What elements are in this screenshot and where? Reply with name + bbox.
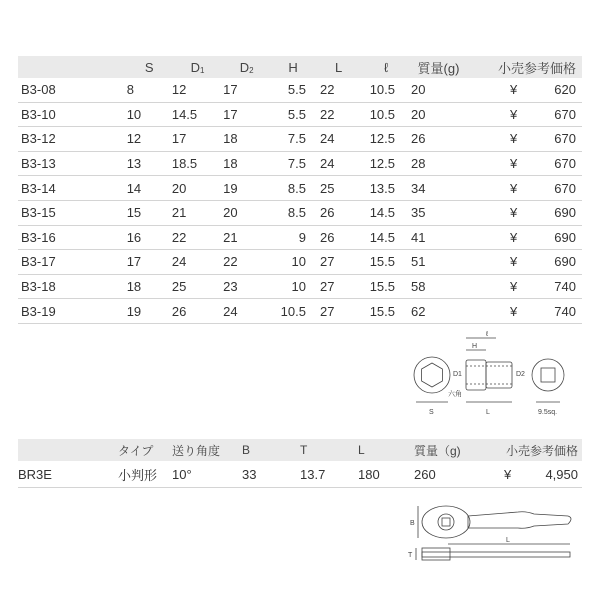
cell-d2: 22 [223,250,270,275]
cell-model: B3-17 [18,250,127,275]
cell-mass: 58 [411,274,466,299]
cell-h: 5.5 [270,78,316,102]
cell-h: 10 [270,250,316,275]
ratchet-side-head [422,548,450,560]
cell-price [466,176,582,201]
cell-price [466,78,582,102]
cell-d1: 20 [172,176,223,201]
cell-l: 27 [316,274,361,299]
cell-ell: 10.5 [361,78,411,102]
ratchet-drive [438,514,454,530]
cell-s: 10 [127,102,172,127]
socket-table-row [18,176,582,201]
cell-price [466,127,582,152]
cell-d2: 19 [223,176,270,201]
cell-l: 26 [316,225,361,250]
cell-model: B3-18 [18,274,127,299]
cell-l: 22 [316,102,361,127]
cell-l: 27 [316,250,361,275]
ratchet-drive-square [442,518,450,526]
cell-d2: 18 [223,151,270,176]
r-type: 小判形 [118,461,172,488]
ratchet-head [422,506,470,538]
cell-d1: 22 [172,225,223,250]
r-price-cell [484,461,582,488]
cell-l: 26 [316,200,361,225]
cell-d2: 17 [223,102,270,127]
price-value: 670 [554,106,576,122]
label-l: L [486,409,490,416]
socket-table-row [18,250,582,275]
cell-mass: 28 [411,151,466,176]
cell-s: 13 [127,151,172,176]
cell-d2: 20 [223,200,270,225]
socket-front-circle [414,357,450,393]
cell-d2: 17 [223,78,270,102]
socket-table-row [18,274,582,299]
r-header-type: タイプ [118,439,172,461]
price-value: 690 [554,229,576,245]
cell-h: 5.5 [270,102,316,127]
socket-side-body-left [466,360,486,390]
header-d2-sub: 2 [249,65,254,75]
socket-table-header [18,56,582,78]
label-sq: 9.5sq. [538,409,558,416]
price-value: 670 [554,131,576,147]
r-t: 13.7 [300,461,358,488]
cell-l: 24 [316,127,361,152]
cell-h: 10.5 [270,299,316,324]
ratchet-row [18,461,582,488]
r-header-mass: 質量（g) [414,439,484,461]
header-s: S [127,56,172,78]
cell-price [466,250,582,275]
socket-table-row [18,102,582,127]
label-h: H [472,343,478,350]
label-ell: ℓ [486,331,489,338]
r-header-price: 小売参考価格 [484,439,582,461]
header-d1-sub: 1 [199,65,205,75]
socket-rear-square [541,368,555,382]
cell-d1: 18.5 [172,151,223,176]
label-s: S [429,409,434,416]
r-header-angle: 送り角度 [172,439,242,461]
cell-model: B3-16 [18,225,127,250]
r-header-model [18,439,118,461]
cell-d1: 17 [172,127,223,152]
cell-ell: 10.5 [361,102,411,127]
cell-s: 17 [127,250,172,275]
cell-price [466,225,582,250]
label-b: B [410,520,415,527]
r-price: 4,950 [545,466,578,482]
socket-spec-table [18,56,582,324]
label-hex: 六角 [448,391,462,398]
r-yen: ¥ [504,466,512,482]
yen-sign: ¥ [510,156,518,172]
cell-price [466,299,582,324]
cell-d1: 14.5 [172,102,223,127]
header-ell: ℓ [361,56,411,78]
cell-model: B3-12 [18,127,127,152]
socket-table-row [18,78,582,102]
socket-table-row [18,225,582,250]
r-angle: 10° [172,461,242,488]
yen-sign: ¥ [510,131,518,147]
cell-s: 12 [127,127,172,152]
yen-sign: ¥ [510,254,518,270]
cell-l: 22 [316,78,361,102]
yen-sign: ¥ [510,82,518,98]
cell-model: B3-14 [18,176,127,201]
cell-d2: 23 [223,274,270,299]
cell-ell: 15.5 [361,250,411,275]
yen-sign: ¥ [510,279,518,295]
cell-mass: 62 [411,299,466,324]
label-t: T [408,552,413,559]
cell-ell: 14.5 [361,200,411,225]
price-value: 670 [554,180,576,196]
header-price: 小売参考価格 [466,56,582,78]
socket-dimension-diagram [408,330,580,420]
r-header-l: L [358,439,414,461]
cell-ell: 12.5 [361,127,411,152]
socket-table-row [18,200,582,225]
cell-s: 19 [127,299,172,324]
cell-ell: 15.5 [361,274,411,299]
cell-h: 7.5 [270,151,316,176]
r-l: 180 [358,461,414,488]
ratchet-side [422,552,570,557]
cell-l: 24 [316,151,361,176]
cell-mass: 41 [411,225,466,250]
socket-table-body [18,78,582,323]
cell-model: B3-08 [18,78,127,102]
cell-h: 7.5 [270,127,316,152]
price-value: 670 [554,156,576,172]
label-l-ratchet: L [506,537,510,544]
cell-h: 10 [270,274,316,299]
cell-ell: 12.5 [361,151,411,176]
cell-mass: 20 [411,78,466,102]
cell-model: B3-13 [18,151,127,176]
cell-mass: 20 [411,102,466,127]
cell-d2: 18 [223,127,270,152]
price-value: 740 [554,303,576,319]
header-d2-label: D [239,59,250,75]
cell-d1: 26 [172,299,223,324]
socket-rear-circle [532,359,564,391]
cell-price [466,151,582,176]
header-d1-label: D [190,59,200,75]
price-value: 690 [554,205,576,221]
cell-d1: 25 [172,274,223,299]
header-h: H [270,56,316,78]
cell-h: 9 [270,225,316,250]
cell-h: 8.5 [270,200,316,225]
cell-d1: 24 [172,250,223,275]
socket-table-row [18,151,582,176]
yen-sign: ¥ [510,180,518,196]
cell-price [466,200,582,225]
price-value: 620 [554,82,576,98]
socket-table-row [18,299,582,324]
header-l: L [316,56,361,78]
label-d1: D1 [453,371,462,378]
cell-mass: 51 [411,250,466,275]
cell-price [466,274,582,299]
cell-s: 8 [127,78,172,102]
cell-s: 14 [127,176,172,201]
socket-front-hex [422,363,443,387]
label-d2: D2 [516,371,525,378]
ratchet-handle [468,512,571,529]
price-value: 740 [554,279,576,295]
yen-sign: ¥ [510,205,518,221]
cell-s: 16 [127,225,172,250]
cell-mass: 35 [411,200,466,225]
cell-model: B3-19 [18,299,127,324]
r-model: BR3E [18,461,118,488]
cell-mass: 34 [411,176,466,201]
header-d1 [172,56,223,78]
cell-mass: 26 [411,127,466,152]
cell-s: 18 [127,274,172,299]
yen-sign: ¥ [510,229,518,245]
cell-ell: 14.5 [361,225,411,250]
r-header-b: B [242,439,300,461]
cell-d2: 24 [223,299,270,324]
cell-l: 25 [316,176,361,201]
yen-sign: ¥ [510,303,518,319]
cell-ell: 13.5 [361,176,411,201]
ratchet-spec-table [18,439,582,488]
cell-h: 8.5 [270,176,316,201]
cell-s: 15 [127,200,172,225]
cell-l: 27 [316,299,361,324]
yen-sign: ¥ [510,106,518,122]
cell-ell: 15.5 [361,299,411,324]
cell-d2: 21 [223,225,270,250]
r-header-t: T [300,439,358,461]
header-mass: 質量(g) [411,56,466,78]
ratchet-table-header [18,439,582,461]
r-b: 33 [242,461,300,488]
header-model [18,56,127,78]
ratchet-dimension-diagram [408,496,580,572]
header-d2 [223,56,270,78]
cell-model: B3-15 [18,200,127,225]
cell-d1: 12 [172,78,223,102]
r-mass: 260 [414,461,484,488]
price-value: 690 [554,254,576,270]
cell-model: B3-10 [18,102,127,127]
cell-price [466,102,582,127]
socket-table-row [18,127,582,152]
cell-d1: 21 [172,200,223,225]
